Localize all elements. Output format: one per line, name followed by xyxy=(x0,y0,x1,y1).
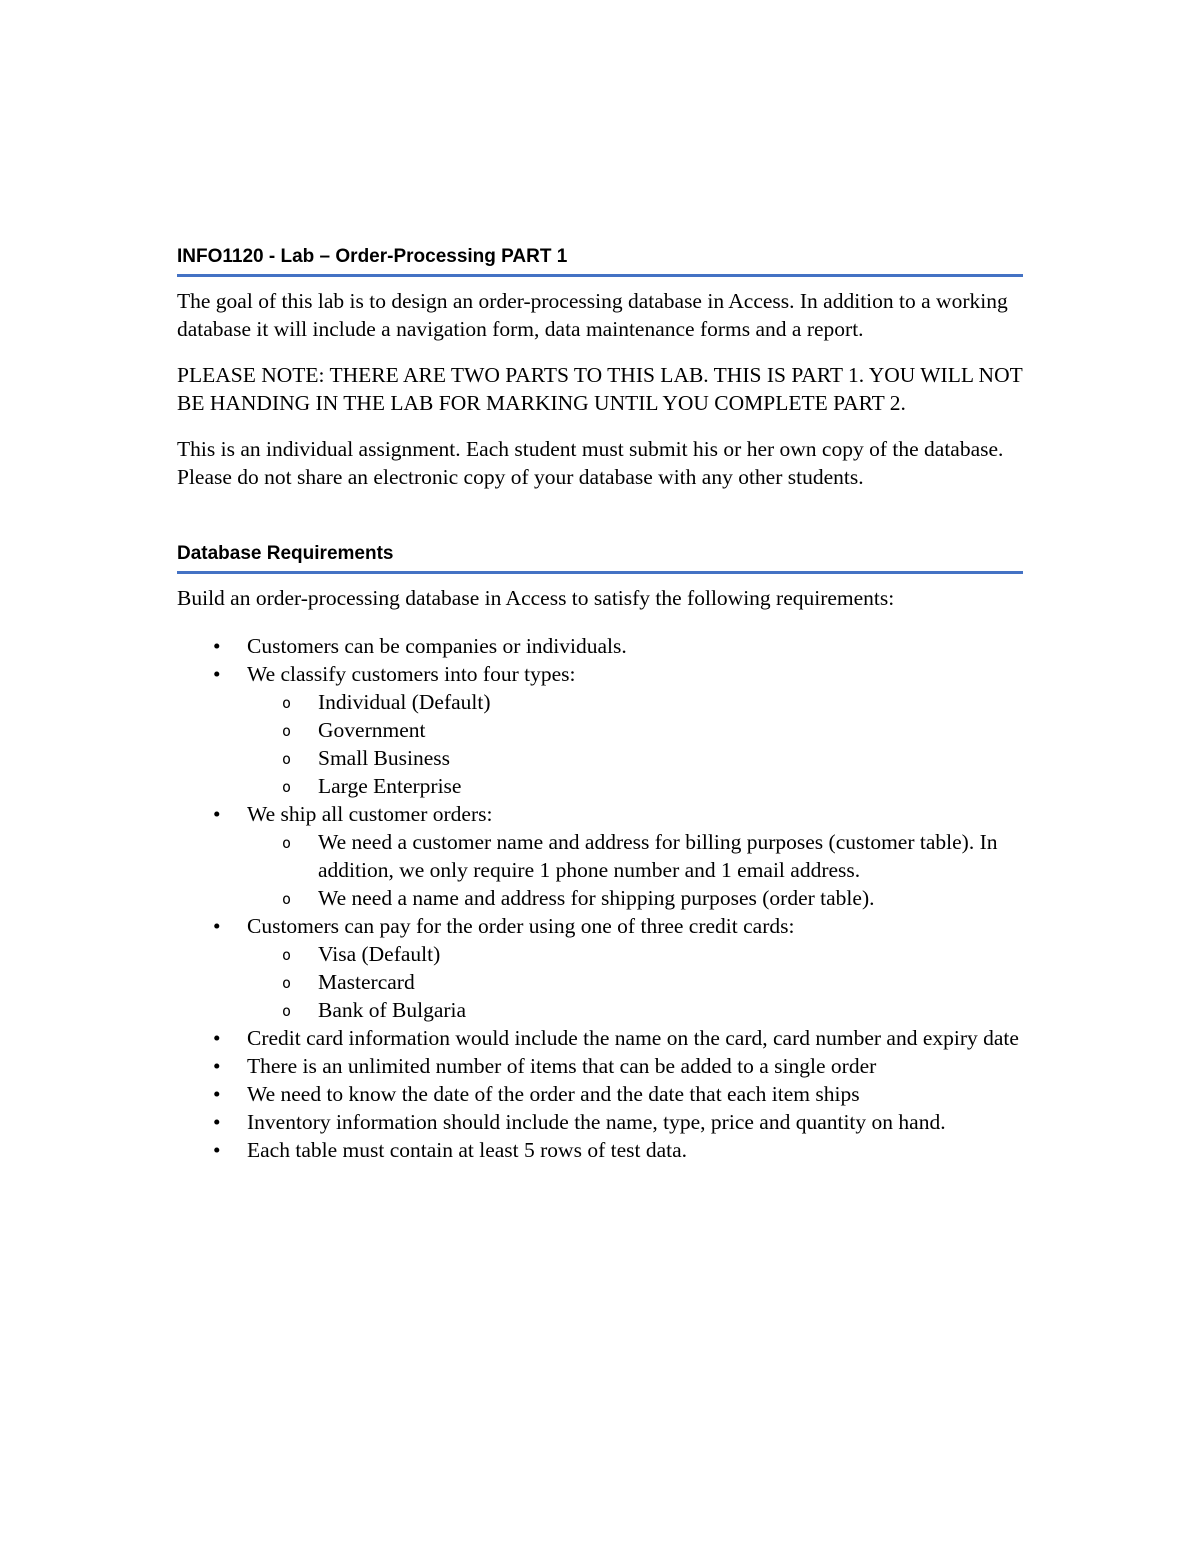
requirement-text: We ship all customer orders: xyxy=(247,801,493,826)
requirement-text: Credit card information would include the name on the card, card number and expiry date xyxy=(247,1025,1019,1050)
section-intro: Build an order-processing database in Access to satisfy the following requirements: xyxy=(177,586,895,610)
sub-requirement-item xyxy=(247,884,1023,912)
requirement-text: We classify customers into four types: xyxy=(247,661,576,686)
intro-paragraph-goal: The goal of this lab is to design an order-processing database in Access. In addition to a working database it will include a navigation form, data maintenance forms and a report. xyxy=(177,289,1008,341)
sub-bullet-icon: o xyxy=(282,721,292,740)
sub-requirement-item xyxy=(247,744,1023,772)
requirement-text: Inventory information should include the name, type, price and quantity on hand. xyxy=(247,1109,946,1134)
requirement-text: Each table must contain at least 5 rows of test data. xyxy=(247,1137,688,1162)
requirement-item xyxy=(177,800,1023,912)
sub-bullet-icon: o xyxy=(282,833,292,852)
sub-bullet-icon: o xyxy=(282,945,292,964)
sub-requirement-text: We need a name and address for shipping purposes (order table). xyxy=(318,885,875,910)
bullet-icon: • xyxy=(213,1109,221,1134)
requirement-item xyxy=(177,1108,1023,1136)
requirement-text: Customers can be companies or individuals. xyxy=(247,633,627,658)
requirement-item xyxy=(177,632,1023,660)
requirement-item xyxy=(177,1024,1023,1052)
requirement-text: Customers can pay for the order using one of three credit cards: xyxy=(247,913,795,938)
bullet-icon: • xyxy=(213,801,221,826)
requirement-item xyxy=(177,912,1023,1024)
sub-requirement-text: Individual (Default) xyxy=(318,689,491,714)
sub-requirement-text: Mastercard xyxy=(318,969,415,994)
document-title: INFO1120 - Lab – Order-Processing PART 1 xyxy=(177,243,1023,277)
sub-requirement-text: We need a customer name and address for billing purposes (customer table). In addition, we only require 1 phone number and 1 email address. xyxy=(318,829,998,882)
sub-requirement-item xyxy=(247,688,1023,716)
bullet-icon: • xyxy=(213,661,221,686)
bullet-icon: • xyxy=(213,913,221,938)
sub-bullet-icon: o xyxy=(282,889,292,908)
bullet-icon: • xyxy=(213,633,221,658)
sub-requirement-text: Bank of Bulgaria xyxy=(318,997,467,1022)
requirement-text: There is an unlimited number of items that can be added to a single order xyxy=(247,1053,877,1078)
sub-requirement-text: Small Business xyxy=(318,745,451,770)
sub-requirement-text: Visa (Default) xyxy=(318,941,441,966)
sub-requirements-list xyxy=(247,940,1023,1024)
requirement-item xyxy=(177,1136,1023,1164)
sub-requirement-item xyxy=(247,940,1023,968)
bullet-icon: • xyxy=(213,1025,221,1050)
sub-bullet-icon: o xyxy=(282,749,292,768)
bullet-icon: • xyxy=(213,1137,221,1162)
sub-requirements-list xyxy=(247,688,1023,800)
sub-requirement-item xyxy=(247,772,1023,800)
sub-bullet-icon: o xyxy=(282,777,292,796)
sub-requirement-text: Government xyxy=(318,717,426,742)
sub-requirement-text: Large Enterprise xyxy=(318,773,462,798)
sub-requirement-item xyxy=(247,996,1023,1024)
requirement-item xyxy=(177,1052,1023,1080)
sub-requirements-list xyxy=(247,828,1023,912)
intro-paragraph-individual: This is an individual assignment. Each student must submit his or her own copy of the database. Please do not share an electronic copy of your database with any other students. xyxy=(177,437,1004,489)
intro-paragraph-note: PLEASE NOTE: THERE ARE TWO PARTS TO THIS LAB. THIS IS PART 1. YOU WILL NOT BE HANDING IN THE LAB FOR MARKING UNTIL YOU COMPLETE PART 2. xyxy=(177,363,1023,415)
requirements-list xyxy=(177,632,1023,1164)
bullet-icon: • xyxy=(213,1053,221,1078)
section-title: Database Requirements xyxy=(177,540,1023,574)
document-page xyxy=(177,243,1023,1164)
sub-requirement-item xyxy=(247,716,1023,744)
requirement-text: We need to know the date of the order and the date that each item ships xyxy=(247,1081,860,1106)
bullet-icon: • xyxy=(213,1081,221,1106)
sub-bullet-icon: o xyxy=(282,1001,292,1020)
sub-bullet-icon: o xyxy=(282,973,292,992)
requirement-item xyxy=(177,660,1023,800)
sub-requirement-item xyxy=(247,968,1023,996)
sub-requirement-item xyxy=(247,828,1023,884)
requirement-item xyxy=(177,1080,1023,1108)
sub-bullet-icon: o xyxy=(282,693,292,712)
